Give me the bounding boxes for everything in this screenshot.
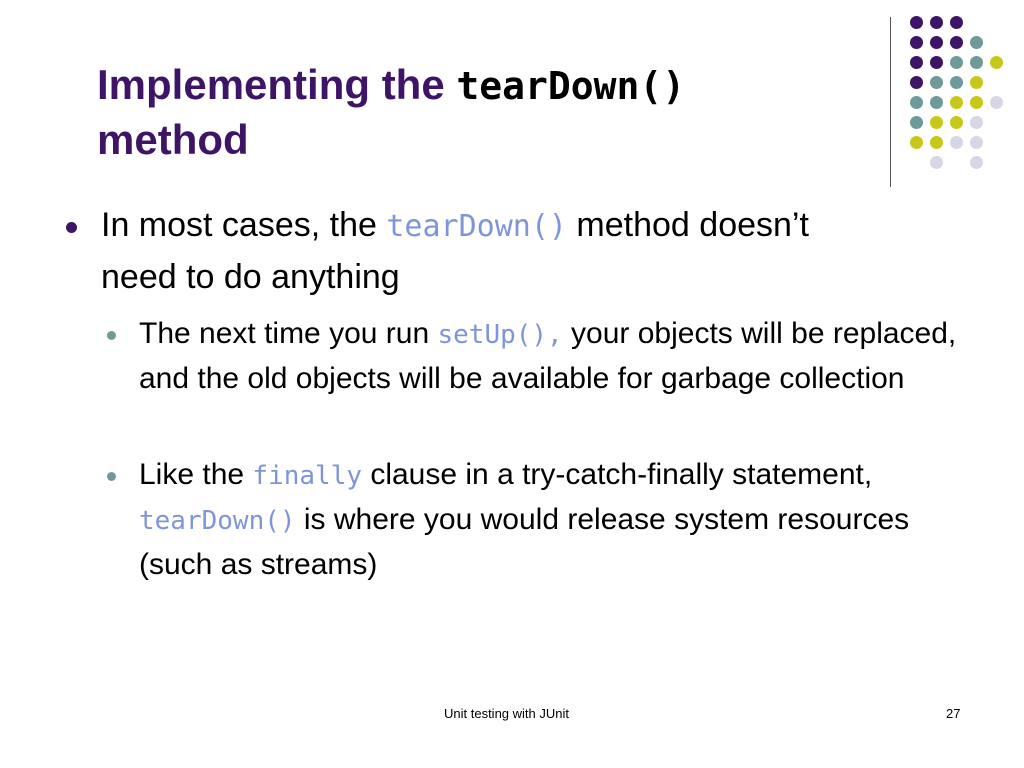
sub-bullet-1-code: setUp(),	[437, 320, 563, 350]
dot	[990, 96, 1003, 109]
sub-bullet-1-text-end: your objects will be replaced, and the old objects will be available for garbage collection	[139, 317, 957, 395]
dot	[970, 96, 983, 109]
dot	[910, 36, 923, 49]
sub-bullet-2-text-end: is where you would release system resources (such as streams)	[139, 503, 910, 581]
title-text: Implementing the	[97, 61, 457, 108]
dot	[930, 16, 943, 29]
dot	[970, 56, 983, 69]
dot	[930, 156, 943, 169]
sub-bullet-2	[139, 453, 959, 587]
dot	[930, 56, 943, 69]
dot	[950, 16, 963, 29]
dot	[950, 116, 963, 129]
sub-bullet-marker	[107, 472, 116, 481]
slide-title	[97, 58, 837, 167]
dot	[910, 116, 923, 129]
dot	[930, 76, 943, 89]
bullet-1-code: tearDown()	[386, 209, 567, 244]
dot	[910, 136, 923, 149]
dot	[950, 136, 963, 149]
dot	[950, 96, 963, 109]
title-divider	[890, 17, 891, 187]
bullet-marker	[66, 222, 77, 233]
dot	[950, 76, 963, 89]
bullet-1-text-end: method doesn’t need to do anything	[101, 206, 809, 296]
sub-bullet-1-text: The next time you run	[139, 317, 438, 350]
dot	[970, 136, 983, 149]
dot	[910, 76, 923, 89]
sub-bullet-2-code: finally	[252, 461, 362, 491]
dot	[930, 36, 943, 49]
dot	[930, 96, 943, 109]
bullet-1	[101, 200, 861, 302]
dot	[950, 36, 963, 49]
dot	[970, 76, 983, 89]
bullet-1-text: In most cases, the	[101, 206, 387, 244]
dot	[930, 136, 943, 149]
title-method: method	[97, 116, 249, 163]
sub-bullet-2-code-2: tearDown()	[139, 506, 296, 536]
dot	[990, 56, 1003, 69]
dot	[910, 16, 923, 29]
dot	[970, 36, 983, 49]
sub-bullet-2-text-mid: clause in a try-catch-finally statement,	[362, 458, 873, 491]
title-code: tearDown()	[456, 64, 686, 108]
dot	[970, 116, 983, 129]
dot	[910, 96, 923, 109]
sub-bullet-marker	[107, 331, 116, 340]
dot	[910, 56, 923, 69]
dot	[970, 156, 983, 169]
dot	[930, 116, 943, 129]
dot	[950, 56, 963, 69]
sub-bullet-2-text: Like the	[139, 458, 253, 491]
page-number: 27	[946, 706, 961, 721]
sub-bullet-1	[139, 312, 959, 401]
footer-title: Unit testing with JUnit	[444, 706, 569, 721]
